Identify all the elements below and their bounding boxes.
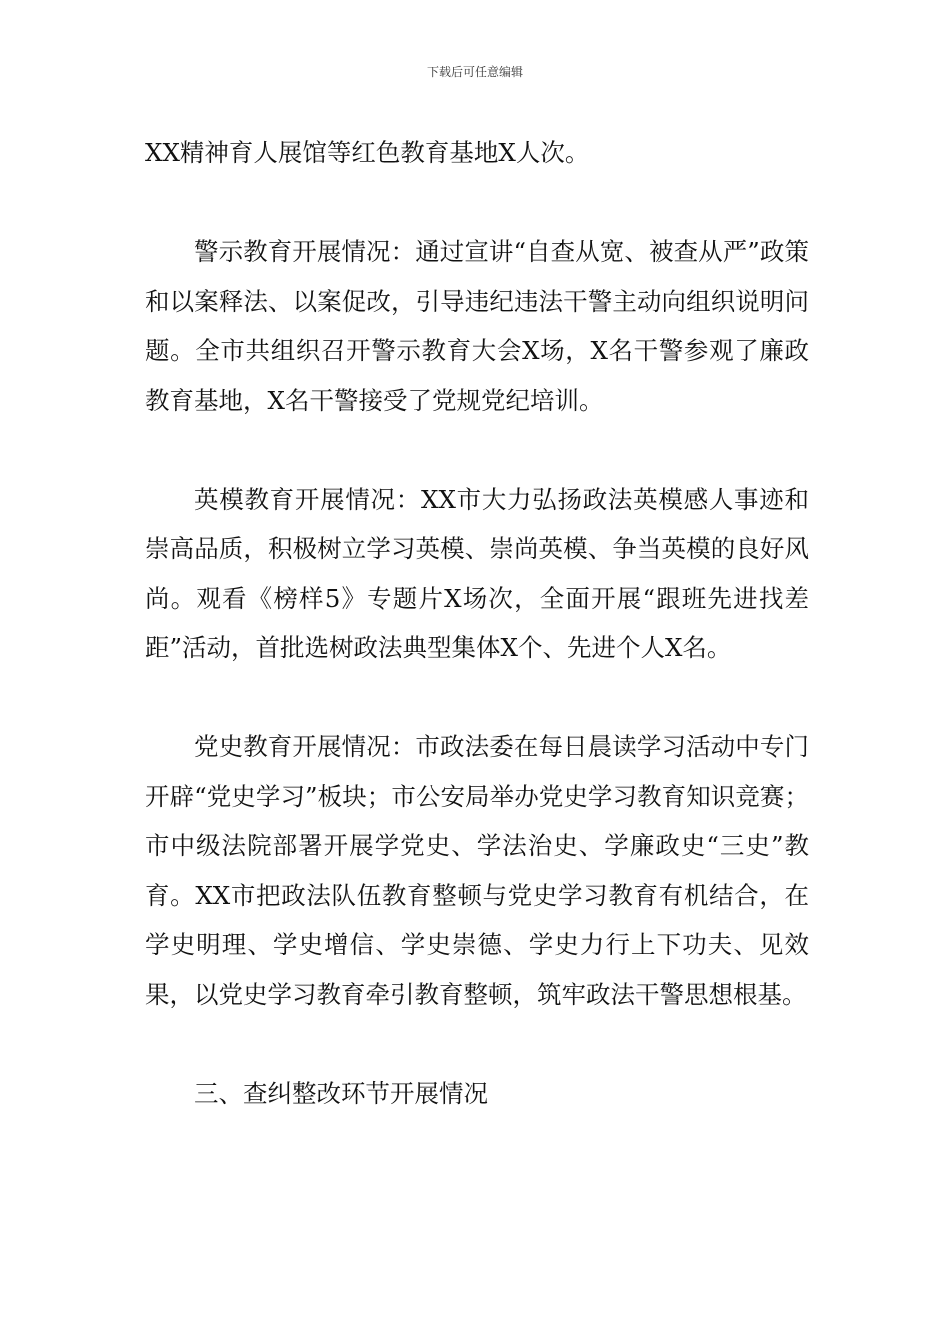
paragraph-gap — [145, 673, 809, 723]
paragraph-party-history-education: 党史教育开展情况：市政法委在每日晨读学习活动中专门开辟“党史学习”板块；市公安局举办党史学习教育知识竞赛；市中级法院部署开展学党史、学法治史、学廉政史“三史”教育。XX市把政法队伍教育整顿与党史学习教育有机结合，在学史明理、学史增信、学史崇德、学史力行上下功夫、见效果，以党史学习教育牵引教育整顿，筑牢政法干警思想根基。 — [145, 732, 809, 1009]
paragraph-gap — [145, 1019, 809, 1069]
paragraph-gap — [145, 425, 809, 475]
paragraph-hero-education: 英模教育开展情况：XX市大力弘扬政法英模感人事迹和崇高品质，积极树立学习英模、崇尚英模、争当英模的良好风尚。观看《榜样5》专题片X场次，全面开展“跟班先进找差距”活动，首批选树政法典型集体X个、先进个人X名。 — [145, 484, 809, 662]
paragraph-gap — [145, 178, 809, 228]
section-heading: 三、查纠整改环节开展情况 — [194, 1078, 488, 1108]
paragraph-warning-education: 警示教育开展情况：通过宣讲“自查从宽、被查从严”政策和以案释法、以案促改，引导违纪违法干警主动向组织说明问题。全市共组织召开警示教育大会X场，X名干警参观了廉政教育基地，X名干警接受了党规党纪培训。 — [145, 237, 809, 415]
document-body — [145, 128, 809, 1118]
paragraph-continuation: XX精神育人展馆等红色教育基地X人次。 — [145, 138, 590, 167]
page-header: 下载后可任意编辑 — [426, 65, 523, 79]
